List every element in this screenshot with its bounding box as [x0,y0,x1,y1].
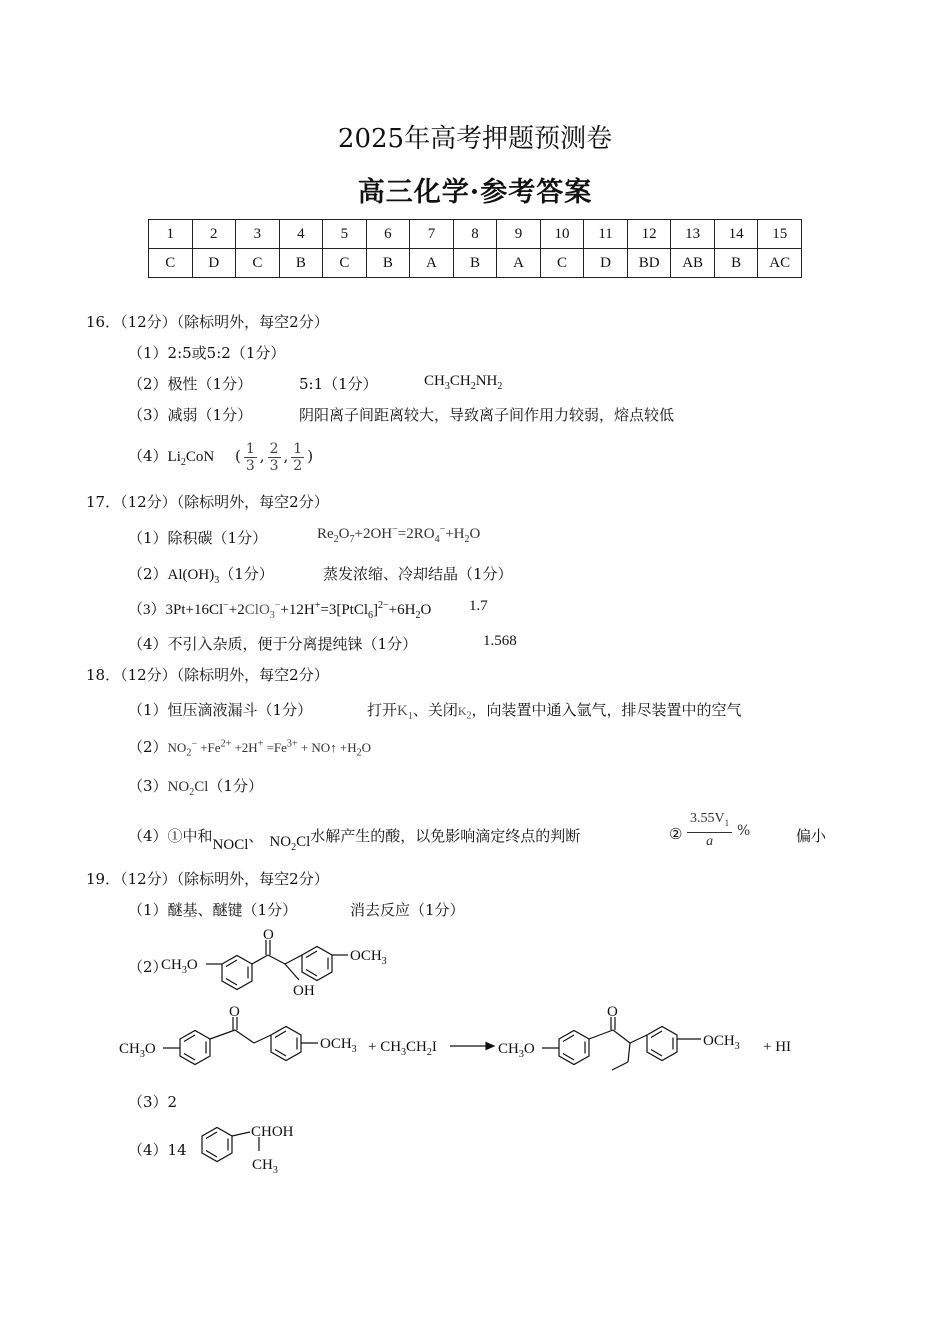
answer-table-answer-cell: AC [758,249,802,278]
q19-part1-groups: （1）醚基、醚键（1分） [128,901,298,919]
q16-part1: （1）2:5或5:2（1分） [128,344,286,362]
q17-part4: （4）不引入杂质，便于分离提纯铼（1分） [128,635,418,653]
page-title: 2025年高考押题预测卷 [337,124,613,154]
answer-table-number-cell: 3 [236,220,280,249]
answer-table-number-cell: 14 [714,220,758,249]
answer-table-number-cell: 5 [323,220,367,249]
q17-part4-value: 1.568 [483,633,517,649]
q16-part3-reason: 阴阳离子间距离较大，导致离子间作用力较弱，熔点较低 [299,406,675,424]
q16-part4: $(4)Li_2CoN$ ( $\frac{1}{3}$ , $\frac{2}{3}$ , $\frac{1}{2}$ ) [128,440,314,474]
q18-part4-fraction: $3.55V_1$ a [687,810,732,851]
q17-part2-operation: 蒸发浓缩、冷却结晶（1分） [323,565,513,583]
answer-table-number-cell: 13 [671,220,715,249]
q18-heading: 18．（12分）（除标明外，每空2分） [86,666,329,684]
q18-part4-percent: % [737,823,751,839]
svg-text:CH3O: $CH_3O$ [119,1041,156,1060]
q19-structure-hydroxyketone [158,925,420,1000]
answer-table-answer-cell: C [540,249,584,278]
answer-table-answer-cell: BD [627,249,671,278]
svg-text:CHOH: CHOH [251,1124,294,1140]
q18-part4-bias: 偏小 [796,827,827,845]
answer-table-number-cell: 10 [540,220,584,249]
answer-table-answer-cell: D [192,249,236,278]
answer-table-number-cell: 8 [453,220,497,249]
answer-table [148,219,802,278]
svg-text:O: O [263,927,274,943]
answer-table-number-cell: 6 [366,220,410,249]
q17-part2: $(2)Al(OH)_3(1$分） [128,565,274,586]
answer-table-number-row [149,220,802,249]
svg-text:OCH3: $OCH_3$ [320,1036,357,1055]
svg-text:OCH3: $OCH_3$ [703,1033,740,1052]
q16-part2-formula: $CH_3CH_2NH_2$ [424,373,503,392]
q16-part4-formula: $Li_2CoN$ [167,449,215,468]
q19-part3: （3）2 [128,1093,178,1111]
svg-text:CH3O: $CH_3O$ [161,957,198,976]
svg-text:+ HI: + HI [763,1039,792,1055]
answer-table-answer-cell: AB [671,249,715,278]
answer-table-answer-cell: C [149,249,193,278]
q16-part4-label: （4） [128,447,168,465]
answer-table-answer-cell: A [497,249,541,278]
q17-part3-value: 1.7 [469,598,488,614]
answer-table-answer-cell: B [366,249,410,278]
q17-part1-equation: $Re_2O_7+2OH^-=2RO_4^-+H_2O$ [317,524,481,545]
coord-z-fraction: $\frac{1}{2}$ [293,440,303,474]
svg-text:CH3O: $CH_3O$ [498,1041,535,1060]
svg-text:OH: OH [293,983,315,999]
q18-part4-symbol: ② [669,825,683,843]
q17-part1: （1）除积碳（1分） [128,529,268,547]
q19-part4: （4）14 [128,1141,187,1159]
answer-table-answer-row [149,249,802,278]
q18-part1-operation: 打开$K_1$、关闭$K_2$，向装置中通入氩气，排尽装置中的空气 [367,701,742,722]
svg-text:CH3: $CH_3$ [252,1157,278,1176]
svg-text:+ CH3CH2I: + $CH_3CH_2I$ [368,1039,437,1058]
answer-table-answer-cell: B [279,249,323,278]
answer-table-number-cell: 15 [758,220,802,249]
answer-table-answer-cell: C [236,249,280,278]
q16-part2-ratio: 5:1（1分） [299,375,378,393]
q17-heading: 17．（12分）（除标明外，每空2分） [86,493,329,511]
q16-part2-polarity: （2）极性（1分） [128,375,253,393]
svg-text:OCH3: $OCH_3$ [350,948,387,967]
q19-reaction-equation [118,1005,798,1085]
answer-table-answer-cell: C [323,249,367,278]
q18-part3: $(3)NO_2Cl(1$分） [128,777,263,798]
svg-text:O: O [229,1005,240,1020]
answer-table-number-cell: 12 [627,220,671,249]
answer-table-answer-cell: D [584,249,628,278]
q19-part1-reaction-type: 消去反应（1分） [350,901,465,919]
q19-heading: 19．（12分）（除标明外，每空2分） [86,870,329,888]
answer-table-answer-cell: A [410,249,454,278]
answer-table-number-cell: 4 [279,220,323,249]
answer-table-number-cell: 1 [149,220,193,249]
answer-table-number-cell: 9 [497,220,541,249]
answer-table-answer-cell: B [714,249,758,278]
q17-part3-equation: $(3)3Pt+16Cl^-+2ClO_3^-+12H^+=3[PtCl_6]^{2-}+6H_2O$ [128,600,432,621]
q16-part3-trend: （3）减弱（1分） [128,406,253,424]
svg-text:O: O [607,1005,618,1020]
answer-table-answer-cell: B [453,249,497,278]
q18-part4: （4）①中和NOCl、 $NO_2Cl$水解产生的酸，以免影响滴定终点的判断 [128,827,581,853]
coord-y-fraction: $\frac{2}{3}$ [269,440,279,474]
coord-x-fraction: $\frac{1}{3}$ [245,440,255,474]
q16-heading: 16．（12分）（除标明外，每空2分） [86,313,329,331]
answer-table-number-cell: 7 [410,220,454,249]
answer-table-number-cell: 11 [584,220,628,249]
page-subtitle: 高三化学·参考答案 [357,177,593,208]
answer-table-number-cell: 2 [192,220,236,249]
q19-structure-phenylethanol [196,1118,306,1176]
q19-part2-label: （2） [128,958,168,976]
q18-part1-apparatus: （1）恒压滴液漏斗（1分） [128,701,313,719]
q18-part2: $(2)NO_2^- +Fe^{2+} +2H^+ =Fe^{3+}$ + NO↑ $+H_2O$ [128,738,372,759]
